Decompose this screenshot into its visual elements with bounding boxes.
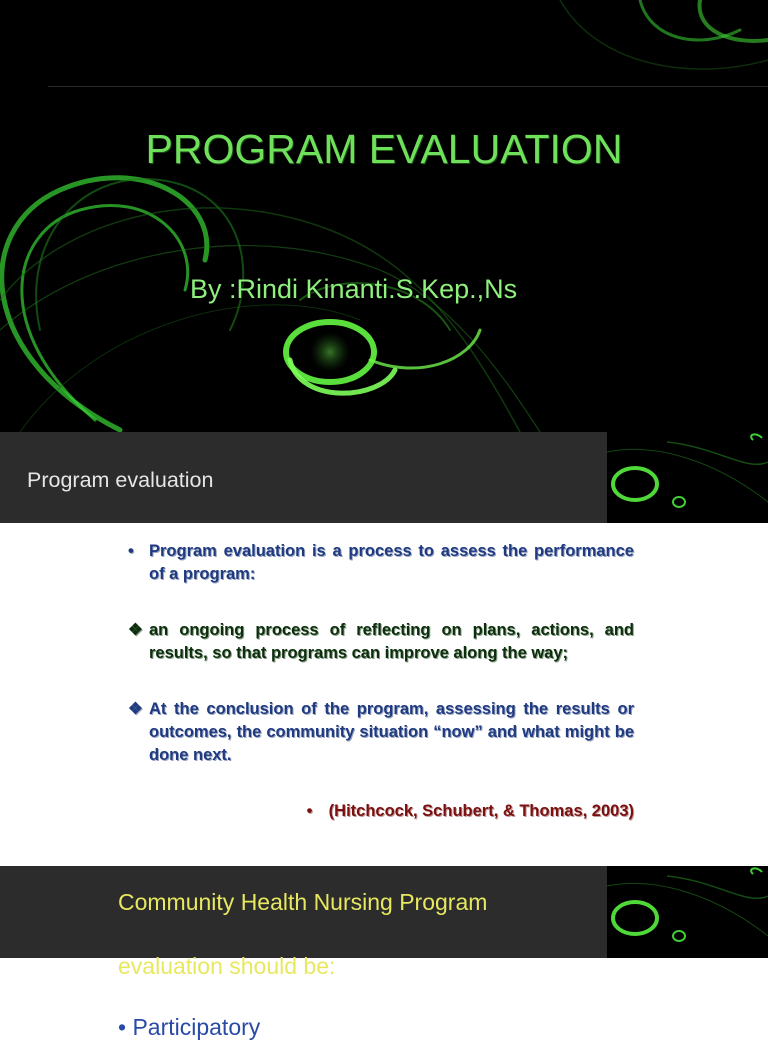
divider-line (48, 86, 768, 87)
title-slide (0, 0, 768, 432)
bullet-icon: • (128, 542, 134, 560)
list-item (128, 540, 634, 586)
list-item-text: an ongoing process of reflecting on plans, actions, and results, so that programs can improve along the way; (149, 621, 634, 662)
next-slide (0, 866, 768, 1040)
section-heading: Program evaluation (27, 468, 214, 492)
swirl-decoration (0, 0, 768, 432)
list-item-text: At the conclusion of the program, assessing the results or outcomes, the community situation “now” and what might be done next. (149, 700, 634, 764)
slide-title: PROGRAM EVALUATION (145, 126, 623, 172)
content-slide (0, 432, 768, 866)
corner-swirl-decoration (607, 866, 768, 958)
list-item: • Participatory (118, 1014, 261, 1040)
section-heading-continued: evaluation should be: (118, 953, 336, 979)
slide-subtitle: By :Rindi Kinanti.S.Kep.,Ns (190, 274, 518, 304)
corner-swirl-decoration (607, 432, 768, 523)
section-heading: Community Health Nursing Program (118, 889, 488, 915)
slide-body (128, 540, 634, 823)
diamond-bullet-icon: ❖ (128, 621, 143, 639)
list-item (128, 619, 634, 665)
diamond-bullet-icon: ❖ (128, 700, 143, 718)
list-item-text: Program evaluation is a process to assess the performance of a program: (149, 542, 634, 583)
citation (128, 800, 634, 823)
list-item (128, 698, 634, 767)
citation-text: (Hitchcock, Schubert, & Thomas, 2003) (328, 802, 634, 820)
bullet-icon: • (306, 802, 313, 820)
header-band (0, 432, 607, 523)
